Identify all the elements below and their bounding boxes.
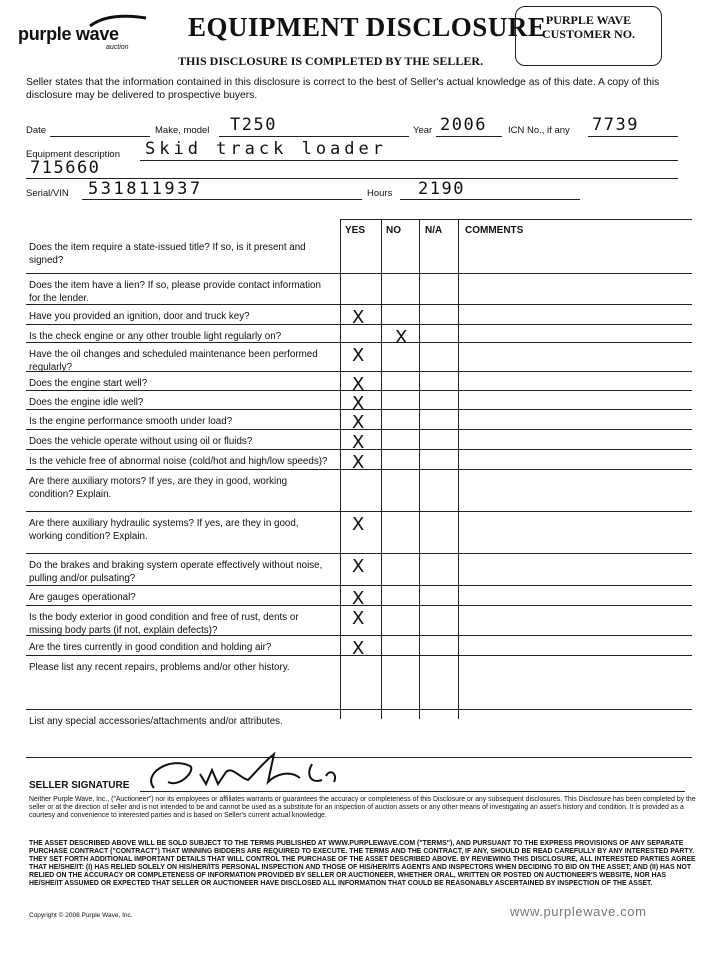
icn-label: ICN No., if any: [508, 125, 570, 136]
question-text: Please list any recent repairs, problems and/or other history.: [29, 662, 290, 673]
question-text: Are gauges operational?: [29, 592, 136, 603]
page-subtitle: THIS DISCLOSURE IS COMPLETED BY THE SELLER.: [178, 54, 484, 68]
checkmark-x[interactable]: X: [352, 452, 365, 473]
row-divider: [26, 511, 692, 512]
checkmark-x[interactable]: X: [352, 608, 365, 629]
checkmark-x[interactable]: X: [395, 327, 408, 348]
checkmark-x[interactable]: X: [352, 393, 365, 414]
logo-subtext: auction: [106, 44, 129, 51]
question-text: Does the engine start well?: [29, 378, 148, 389]
checkmark-x[interactable]: X: [352, 307, 365, 328]
checkmark-x[interactable]: X: [352, 514, 365, 535]
question-text: Are there auxiliary hydraulic systems? If yes, are they in good, working condition? Explain.: [29, 518, 299, 542]
question-text: Have you provided an ignition, door and truck key?: [29, 311, 250, 322]
checkmark-x[interactable]: X: [352, 374, 365, 395]
year-value: 2006: [440, 115, 487, 135]
handwritten-signature: [140, 744, 350, 794]
hours-label: Hours: [367, 188, 393, 199]
checkmark-x[interactable]: X: [352, 432, 365, 453]
question-text: List any special accessories/attachments and/or attributes.: [29, 716, 283, 727]
question-text: Is the vehicle free of abnormal noise (cold/hot and high/low speeds)?: [29, 456, 328, 467]
question-text: Is the engine performance smooth under load?: [29, 416, 233, 427]
copyright: Copyright © 2008 Purple Wave, Inc.: [29, 912, 133, 919]
checkmark-x[interactable]: X: [352, 556, 365, 577]
year-label: Year: [413, 125, 433, 136]
question-text: Does the engine idle well?: [29, 397, 144, 408]
terms-text: THE ASSET DESCRIBED ABOVE WILL BE SOLD SUBJECT TO THE TERMS PUBLISHED AT WWW.PURPLEWAVE.COM ("TERMS"), AND PURSUANT TO THE EXPRESS PROVISIONS OF ANY SEPARATE PURCHASE CONTRACT ("CONTRACT") THAT WINNING BIDDERS ARE REQUIRED TO EXECUTE. THE TERMS AND THE CONTRACT, IF ANY, SHOULD BE READ CAREFULLY BY ANY INTERESTED PARTY. THEY SET FORTH ADDITIONAL IMPORTANT DETAILS THAT WILL CONTROL THE PURCHASE OF THE ASSET DESCRIBED ABOVE. BY REVIEWING THIS DISCLOSURE, ALL INTERESTED PARTIES AGREE THAT HE/SHE/IT: (I) HAS RELIED SOLELY ON HIS/HER/ITS PERSONAL INSPECTION AND THOSE OF HIS/HER/ITS AGENTS AND INSPECTORS WHEN DECIDING TO BID ON THE ASSET; AND (II) HAS NOT RELIED ON THE ACCURACY OR COMPLETENESS OF INFORMATION PROVIDED BY SELLER OR AUCTIONEER, WHETHER ORAL, WRITTEN OR POSTED ON AUCTIONEER'S WEBSITE, NOR HAS HE/SHE/IT ASSUMED OR EXPECTED THAT SELLER OR AUCTIONEER HAVE DISCLOSED ALL INFORMATION THAT COULD BE REASONABLY ASCERTAINED BY INSPECTION OF THE ASSET.: [29, 840, 696, 887]
date-label: Date: [26, 125, 47, 136]
header-na: N/A: [425, 225, 443, 236]
website-stamp: www.purplewave.com: [510, 904, 647, 919]
serial-value: 531811937: [88, 179, 203, 199]
question-text: Does the vehicle operate without using oil or fluids?: [29, 436, 253, 447]
header-comments: COMMENTS: [465, 225, 524, 236]
question-text: Does the item require a state-issued title? If so, is it present and signed?: [29, 242, 306, 266]
make-value: T250: [230, 115, 277, 135]
row-divider: [26, 585, 692, 586]
hours-value: 2190: [418, 179, 465, 199]
page-title: EQUIPMENT DISCLOSURE: [188, 12, 547, 42]
checkmark-x[interactable]: X: [352, 588, 365, 609]
question-text: Do the brakes and braking system operate effectively without noise, pulling and/or pulsating?: [29, 560, 323, 584]
serial-label: Serial/VIN: [26, 188, 69, 199]
icn-value: 7739: [592, 115, 639, 135]
question-text: Are there auxiliary motors? If yes, are they in good, working condition? Explain.: [29, 476, 288, 500]
checkmark-x[interactable]: X: [352, 638, 365, 659]
logo-text: purple wave: [18, 24, 119, 44]
customer-box-line2: CUSTOMER NO.: [541, 27, 636, 41]
header-yes: YES: [345, 225, 366, 236]
checkmark-x[interactable]: X: [352, 345, 365, 366]
question-text: Have the oil changes and scheduled maintenance been performed regularly?: [29, 349, 318, 373]
signature-label: SELLER SIGNATURE: [29, 780, 130, 791]
question-text: Are the tires currently in good condition and holding air?: [29, 642, 272, 653]
header-no: NO: [386, 225, 401, 236]
checkmark-x[interactable]: X: [352, 412, 365, 433]
description-label: Equipment description: [26, 149, 120, 160]
table-top-line: [340, 219, 692, 220]
row-divider: [26, 709, 692, 710]
row-divider: [26, 273, 692, 274]
question-text: Does the item have a lien? If so, please provide contact information for the lender.: [29, 280, 321, 304]
description-value: Skid track loader: [145, 139, 387, 159]
intro-text: Seller states that the information contained in this disclosure is correct to the best of Seller's actual knowledge as of this date. A copy of this disclosure may be delivered to prospective buyers.: [26, 77, 660, 101]
make-label: Make, model: [155, 125, 210, 136]
disclaimer-text: Neither Purple Wave, Inc., ("Auctioneer") nor its employees or affiliates warrants or guarantees the accuracy or completeness of this Disclosure or any subsequent disclosures. This Disclosure has been completed by the seller or at the direction of seller and is not intended to be and cannot be used as a substitute for an inspection of auction assets or any other means of investigating an asset's history and condition. It is provided as a courtesy and convenience to interested parties and is based on Seller's current actual knowledge.: [29, 796, 696, 819]
question-text: Is the check engine or any other trouble light regularly on?: [29, 331, 282, 342]
customer-box-line1: PURPLE WAVE: [545, 13, 632, 27]
row-divider: [26, 553, 692, 554]
row-divider: [26, 757, 692, 758]
description-value-line2: 715660: [30, 158, 101, 178]
question-text: Is the body exterior in good condition and free of rust, dents or missing body parts (if not, explain defects)?: [29, 612, 299, 636]
